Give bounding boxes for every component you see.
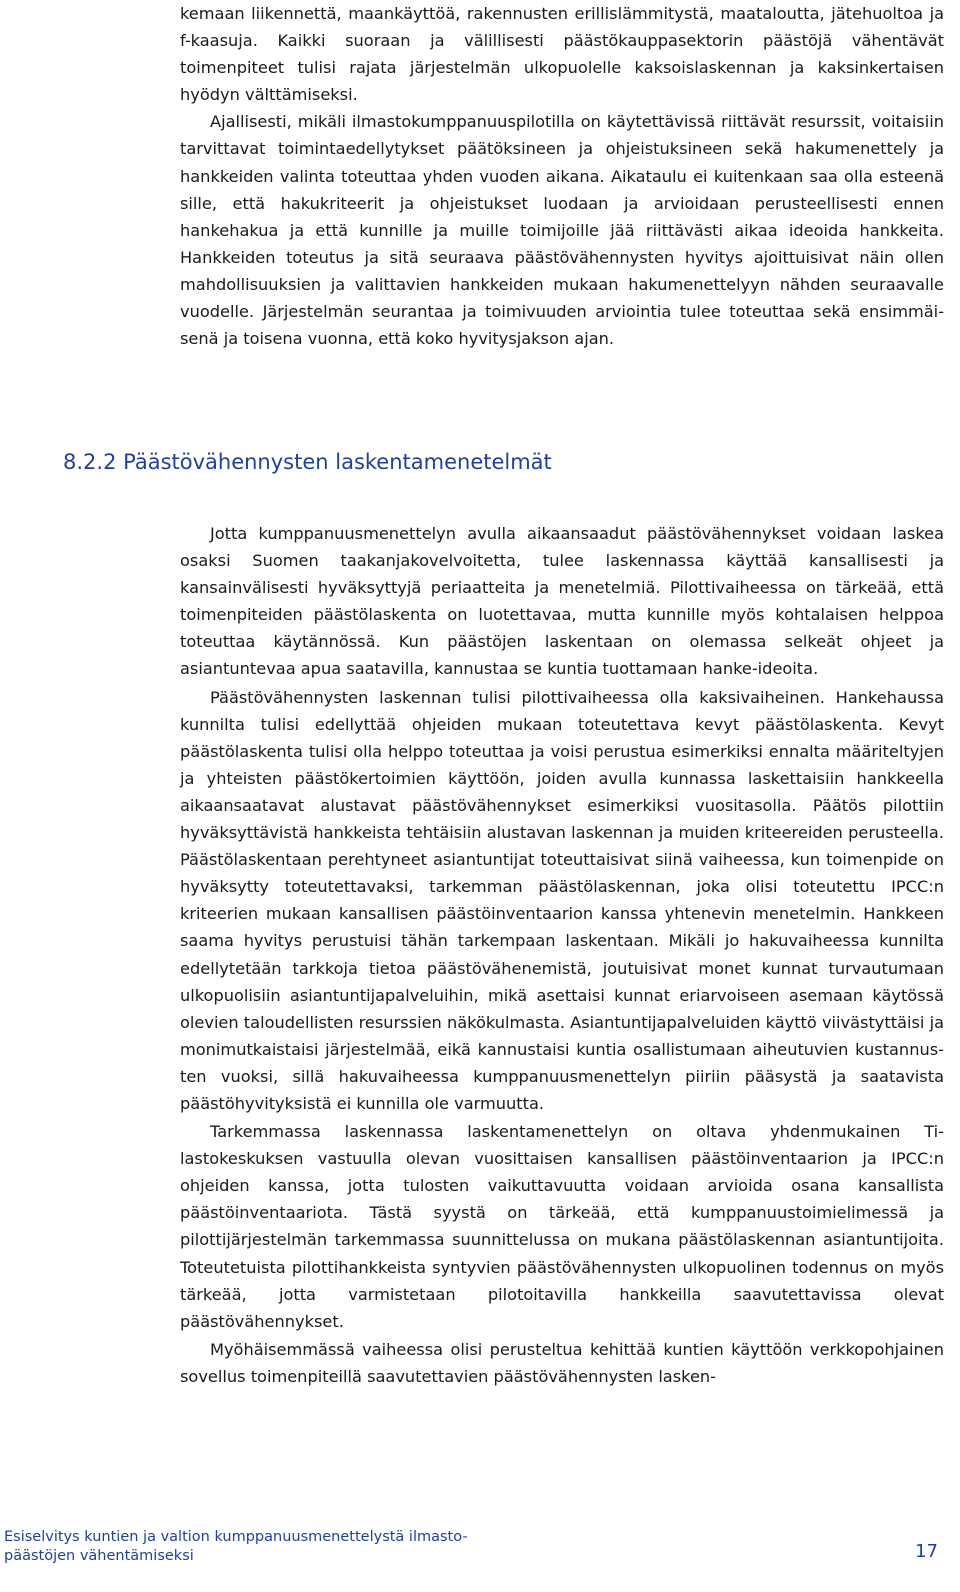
paragraph-timing: Ajallisesti, mikäli ilmastokumppanuuspilotilla on käytettävissä riittävät resurssit, voitaisiin tarvittavat toimintaedellytykset päätöksineen ja ohjeistuksineen sekä hakumenettely ja hankkeiden valinta toteuttaa yhden vuoden aikana. Aikataulu ei kuitenkaan saa olla esteenä sille, että hakukriteerit ja ohjeistukset luodaan ja arvioidaan perusteellisesti ennen hankehakua ja että kunnille ja muille toimijoille jää riittävästi aikaa ideoida hankkeita. Hankkeiden toteutus ja sitä seuraava päästövähennysten hyvitys ajoittuisivat näin ollen mahdollisuuksien ja valittavien hankkeiden mukaan hakumenettelyyn nähden seuraavalle vuodelle. Järjestelmän seurantaa ja toimivuuden arviointia tulee toteuttaa sekä ensimmäisenä ja toisena vuonna, että koko hyvitysjakson ajan. bbox=[180, 112, 944, 349]
section-body bbox=[180, 520, 944, 1390]
section-heading: 8.2.2 Päästövähennysten laskentamenetelmät bbox=[63, 450, 552, 474]
section-paragraph: Jotta kumppanuusmenettelyn avulla aikaansaadut päästövähennykset voidaan laskea osaksi Suomen taakanjakovelvoitetta, tulee laskennassa käyttää kansallisesti ja kansainvälisesti hyväksyttyjä periaatteita ja menetelmiä. Pilottivaiheessa on tärkeää, että toimenpiteiden päästölaskenta on luotettavaa, mutta kunnille myös kohtalaisen helppoa toteuttaa käytännössä. Kun päästöjen laskentaan on olemassa selkeät ohjeet ja asiantuntevaa apua saatavilla, kannustaa se kuntia tuottamaan hanke-ideoita. bbox=[180, 524, 944, 679]
intro-text bbox=[180, 0, 944, 352]
section-paragraph: Tarkemmassa laskennassa laskentamenettelyn on oltava yhdenmukainen Tilastokeskuksen vastuulla olevan vuosittaisen kansallisen päästöinventaarion ja IPCC:n ohjeiden kanssa, jotta tulosten vaikuttavuutta voidaan arvioida osana kansallista päästöinventaariota. Tästä syystä on tärkeää, että kumppanuustoimielimessä ja pilottijärjestelmän tarkemmassa suunnittelussa on mukana päästölaskennan asiantuntijoita. Toteutetuista pilottihankkeista syntyvien päästövähennysten ulkopuolinen todennus on myös tärkeää, jotta varmistetaan pilotoitavilla hankkeilla saavutettavissa olevat päästövähennykset. bbox=[180, 1122, 944, 1331]
page-number: 17 bbox=[915, 1541, 938, 1562]
footer-document-title bbox=[4, 1528, 564, 1566]
footer-title-line-1: Esiselvitys kuntien ja valtion kumppanuusmenettelystä ilmasto- bbox=[4, 1529, 468, 1545]
footer-title-line-2: päästöjen vähentämiseksi bbox=[4, 1548, 194, 1564]
paragraph-continued: kemaan liikennettä, maankäyttöä, rakennusten erillislämmitystä, maataloutta, jätehuoltoa ja f-kaasuja. Kaikki suoraan ja välillisesti päästökauppasektorin päästöjä vähentävät toimenpiteet tulisi rajata järjestelmän ulkopuolelle kaksoislaskennan ja kaksinkertaisen hyödyn välttämiseksi. bbox=[180, 4, 944, 105]
section-paragraph: Myöhäisemmässä vaiheessa olisi perusteltua kehittää kuntien käyttöön verkkopohjainen sovellus toimenpiteillä saavutettavien päästövähennysten lasken- bbox=[180, 1339, 944, 1386]
section-paragraph: Päästövähennysten laskennan tulisi pilottivaiheessa olla kaksivaiheinen. Hankehaussa kunnilta tulisi edellyttää ohjeiden mukaan toteutettava kevyt päästölaskenta. Kevyt päästölaskenta tulisi olla helppo toteuttaa ja voisi perustua esimerkiksi ennalta määriteltyjen ja yhteisten päästökertoimien käyttöön, joiden avulla kunnassa laskettaisiin hankkeella aikaansaatavat alustavat päästövähennykset esimerkiksi vuositasolla. Päätös pilottiin hyväksyttävistä hankkeista tehtäisiin alustavan laskennan ja muiden kriteereiden perusteella. Päästölaskentaan perehtyneet asiantuntijat toteuttaisivat siinä vaiheessa, kun toimenpide on hyväksytty toteutettavaksi, tarkemman päästölaskennan, joka olisi toteutettu IPCC:n kriteerien mukaan kansallisen päästöinventaarion kanssa yhtenevin menetelmin. Hankkeen saama hyvitys perustuisi tähän tarkempaan laskentaan. Mikäli jo hakuvaiheessa kunnilta edellytetään tarkkoja tietoa päästövähenemistä, joutuisivat monet kunnat turvautumaan ulkopuolisiin asiantuntijapalveluihin, mikä asettaisi kunnat eriarvoiseen asemaan käytössä olevien taloudellisten resurssien näkökulmasta. Asiantuntijapalveluiden käyttö viivästyttäisi ja monimutkaistaisi järjestelmää, eikä kannustaisi kuntia osallistumaan aiheutuvien kustannusten vuoksi, sillä hakuvaiheessa kumppanuusmenettelyn piiriin pääsystä ja saatavista päästöhyvityksistä ei kunnilla ole varmuutta. bbox=[180, 687, 944, 1113]
